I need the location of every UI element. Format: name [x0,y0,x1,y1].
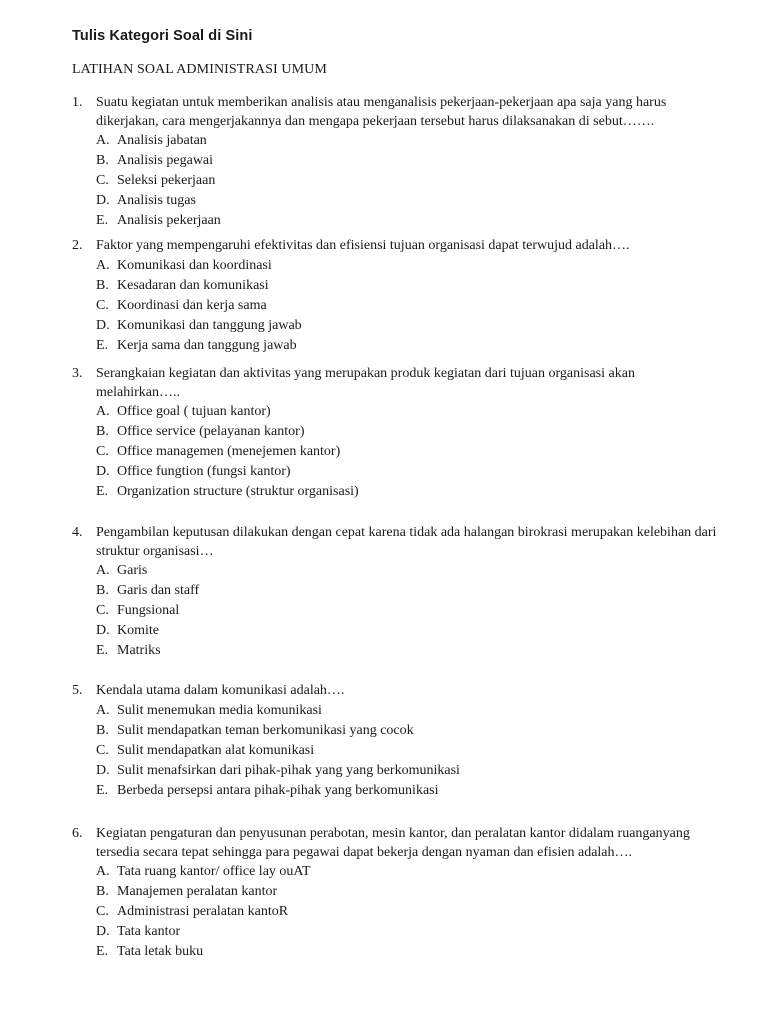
option-a [72,402,722,422]
option-text: Sulit menemukan media komunikasi [117,702,322,718]
option-letter: E. [96,782,109,798]
question-5 [72,682,722,801]
option-c [72,902,722,922]
option-letter: A. [96,702,110,718]
question-text: Kendala utama dalam komunikasi adalah…. [96,683,345,698]
option-letter: A. [96,404,110,419]
option-c [72,171,722,191]
option-d [72,922,722,942]
option-letter: E. [96,213,109,228]
option-b [72,882,722,902]
option-letter: A. [96,864,110,879]
option-letter: A. [96,257,110,273]
option-text: Office fungtion (fungsi kantor) [117,464,291,479]
option-list [72,701,722,801]
option-letter: E. [96,484,109,499]
option-d [72,191,722,211]
option-e [72,641,722,661]
question-text: Serangkaian kegiatan dan aktivitas yang merupakan produk kegiatan dari tujuan organisasi akan melahirkan….. [96,366,635,400]
option-text: Matriks [117,643,161,658]
question-1 [72,94,722,231]
option-b [72,422,722,442]
question-number: 3. [72,366,83,381]
option-a [72,862,722,882]
option-text: Sulit mendapatkan teman berkomunikasi yang cocok [117,722,414,738]
question-number: 4. [72,525,83,540]
option-letter: D. [96,762,110,778]
question-3 [72,365,722,502]
question-6 [72,825,722,962]
option-text: Tata ruang kantor/ office lay ouAT [117,864,311,879]
option-list [72,402,722,502]
option-text: Komunikasi dan koordinasi [117,257,272,273]
option-letter: C. [96,904,109,919]
option-text: Office managemen (menejemen kantor) [117,444,341,459]
option-c [72,741,722,761]
option-c [72,296,722,316]
option-letter: B. [96,884,109,899]
option-a [72,131,722,151]
question-number: 2. [72,238,83,253]
option-text: Administrasi peralatan kantoR [117,904,289,919]
option-b [72,581,722,601]
question-stem [72,365,722,402]
option-text: Sulit menafsirkan dari pihak-pihak yang yang berkomunikasi [117,762,460,778]
option-text: Organization structure (struktur organisasi) [117,484,359,499]
option-text: Analisis pekerjaan [117,213,221,228]
question-stem [72,682,722,701]
option-letter: E. [96,337,109,353]
option-letter: C. [96,603,109,618]
option-list [72,256,722,356]
option-list [72,561,722,661]
option-b [72,151,722,171]
option-letter: C. [96,742,109,758]
option-text: Fungsional [117,603,180,618]
option-text: Tata kantor [117,924,181,939]
option-letter: D. [96,623,110,638]
option-letter: D. [96,924,110,939]
option-text: Koordinasi dan kerja sama [117,297,267,313]
option-e [72,942,722,962]
option-text: Garis dan staff [117,583,200,598]
option-text: Berbeda persepsi antara pihak-pihak yang berkomunikasi [117,782,439,798]
option-d [72,761,722,781]
option-c [72,442,722,462]
option-text: Analisis jabatan [117,133,207,148]
option-e [72,336,722,356]
option-letter: D. [96,317,110,333]
question-text: Faktor yang mempengaruhi efektivitas dan efisiensi tujuan organisasi dapat terwujud adalah…. [96,238,630,253]
section-title: LATIHAN SOAL ADMINISTRASI UMUM [72,62,327,77]
option-letter: B. [96,277,109,293]
option-letter: C. [96,297,109,313]
question-stem [72,524,722,561]
option-text: Sulit mendapatkan alat komunikasi [117,742,315,758]
option-text: Komunikasi dan tanggung jawab [117,317,302,333]
question-text: Suatu kegiatan untuk memberikan analisis atau menganalisis pekerjaan-pekerjaan apa saja yang harus dikerjakan, cara mengerjakannya dan mengapa pekerjaan tersebut harus dilaksanakan di sebut……. [96,95,667,129]
question-stem [72,94,722,131]
option-text: Kerja sama dan tanggung jawab [117,337,297,353]
option-list [72,862,722,962]
question-text: Pengambilan keputusan dilakukan dengan cepat karena tidak ada halangan birokrasi merupakan kelebihan dari struktur organisasi… [96,525,717,559]
question-stem [72,825,722,862]
option-letter: D. [96,464,110,479]
question-number: 5. [72,683,83,698]
option-text: Office service (pelayanan kantor) [117,424,305,439]
option-list [72,131,722,231]
option-text: Analisis tugas [117,193,196,208]
option-letter: C. [96,444,109,459]
question-number: 1. [72,95,83,110]
option-c [72,601,722,621]
question-text: Kegiatan pengaturan dan penyusunan perabotan, mesin kantor, dan peralatan kantor didalam ruanganyang tersedia secara tepat sehingga para pegawai dapat bekerja dengan nyaman dan efisien adalah…. [96,826,690,860]
option-a [72,561,722,581]
question-4 [72,524,722,661]
option-b [72,721,722,741]
option-e [72,781,722,801]
option-text: Analisis pegawai [117,153,214,168]
option-letter: A. [96,563,110,578]
option-letter: B. [96,722,109,738]
option-letter: B. [96,424,109,439]
option-a [72,701,722,721]
option-text: Garis [117,563,148,578]
option-a [72,256,722,276]
option-text: Office goal ( tujuan kantor) [117,404,271,419]
option-letter: B. [96,153,109,168]
option-e [72,482,722,502]
category-title: Tulis Kategori Soal di Sini [72,28,253,44]
option-letter: E. [96,643,109,658]
question-2 [72,237,722,356]
option-d [72,316,722,336]
question-stem [72,237,722,256]
option-letter: E. [96,944,109,959]
option-d [72,621,722,641]
option-b [72,276,722,296]
option-text: Kesadaran dan komunikasi [117,277,269,293]
option-letter: C. [96,173,109,188]
option-text: Komite [117,623,159,638]
option-d [72,462,722,482]
option-e [72,211,722,231]
option-letter: A. [96,133,110,148]
option-letter: D. [96,193,110,208]
option-text: Manajemen peralatan kantor [117,884,278,899]
question-number: 6. [72,826,83,841]
option-text: Tata letak buku [117,944,204,959]
option-letter: B. [96,583,109,598]
option-text: Seleksi pekerjaan [117,173,216,188]
